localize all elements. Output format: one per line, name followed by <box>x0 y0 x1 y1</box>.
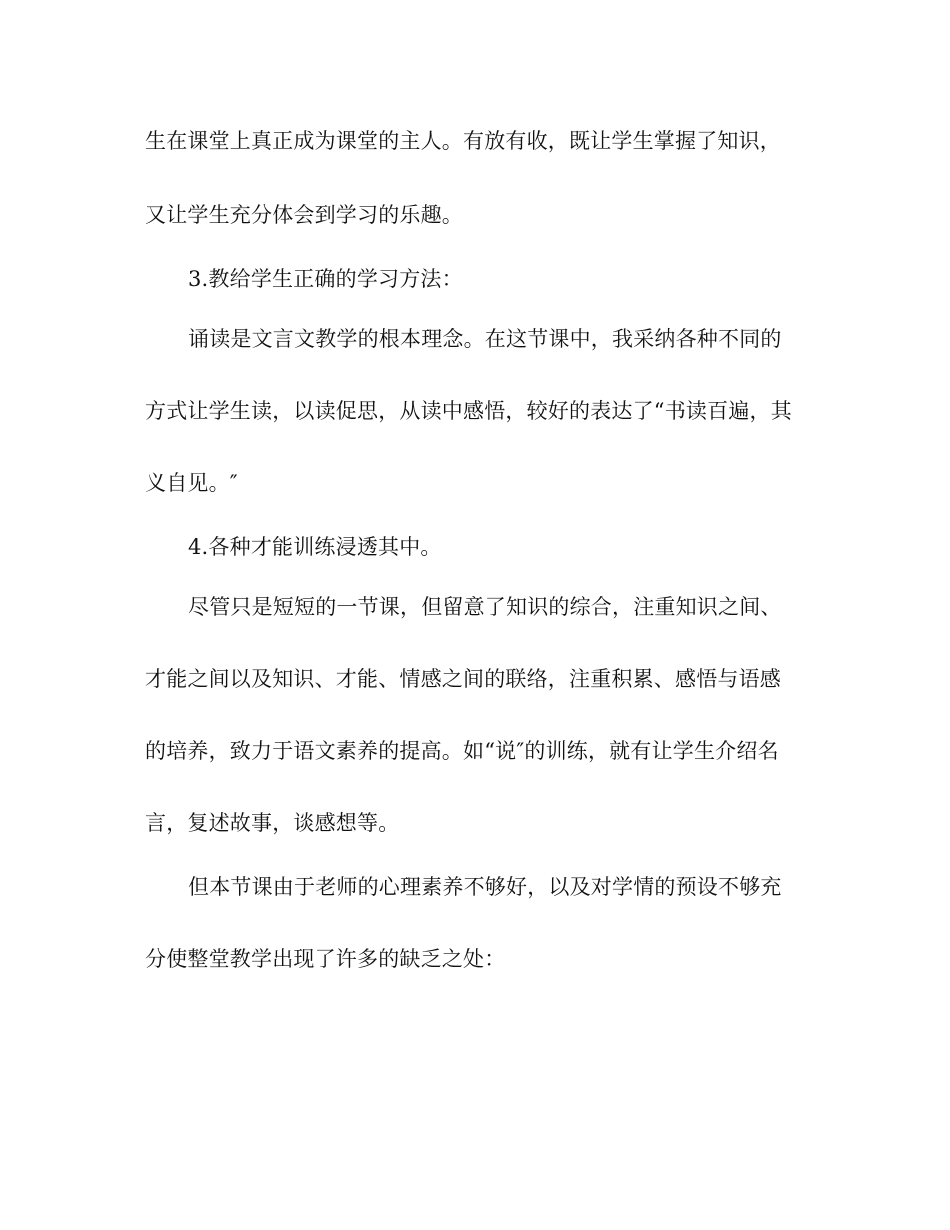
body-text-line: 才能之间以及知识、才能、情感之间的联络，注重积累、感悟与语感 <box>145 667 781 691</box>
body-text-line: 的培养，致力于语文素养的提高。如“说″的训练，就有让学生介绍名 <box>145 739 779 763</box>
paragraph-first-line: 诵读是文言文教学的根本理念。在这节课中，我采纳各种不同的 <box>188 327 782 351</box>
paragraph-first-line: 尽管只是短短的一节课，但留意了知识的综合，注重知识之间、 <box>188 595 782 619</box>
body-text-line: 分使整堂教学出现了许多的缺乏之处： <box>145 947 506 971</box>
section-heading-3: 3.教给学生正确的学习方法： <box>188 267 463 291</box>
body-text-line: 生在课堂上真正成为课堂的主人。有放有收，既让学生掌握了知识， <box>145 129 781 153</box>
body-text-line: 又让学生充分体会到学习的乐趣。 <box>145 203 463 227</box>
body-text-line: 方式让学生读，以读促思，从读中感悟，较好的表达了“书读百遍，其 <box>145 399 792 423</box>
body-text-line: 言，复述故事，谈感想等。 <box>145 811 400 835</box>
paragraph-first-line: 但本节课由于老师的心理素养不够好，以及对学情的预设不够充 <box>188 875 782 899</box>
section-heading-4: 4.各种才能训练浸透其中。 <box>188 535 442 559</box>
body-text-line: 义自见。″ <box>145 471 238 495</box>
